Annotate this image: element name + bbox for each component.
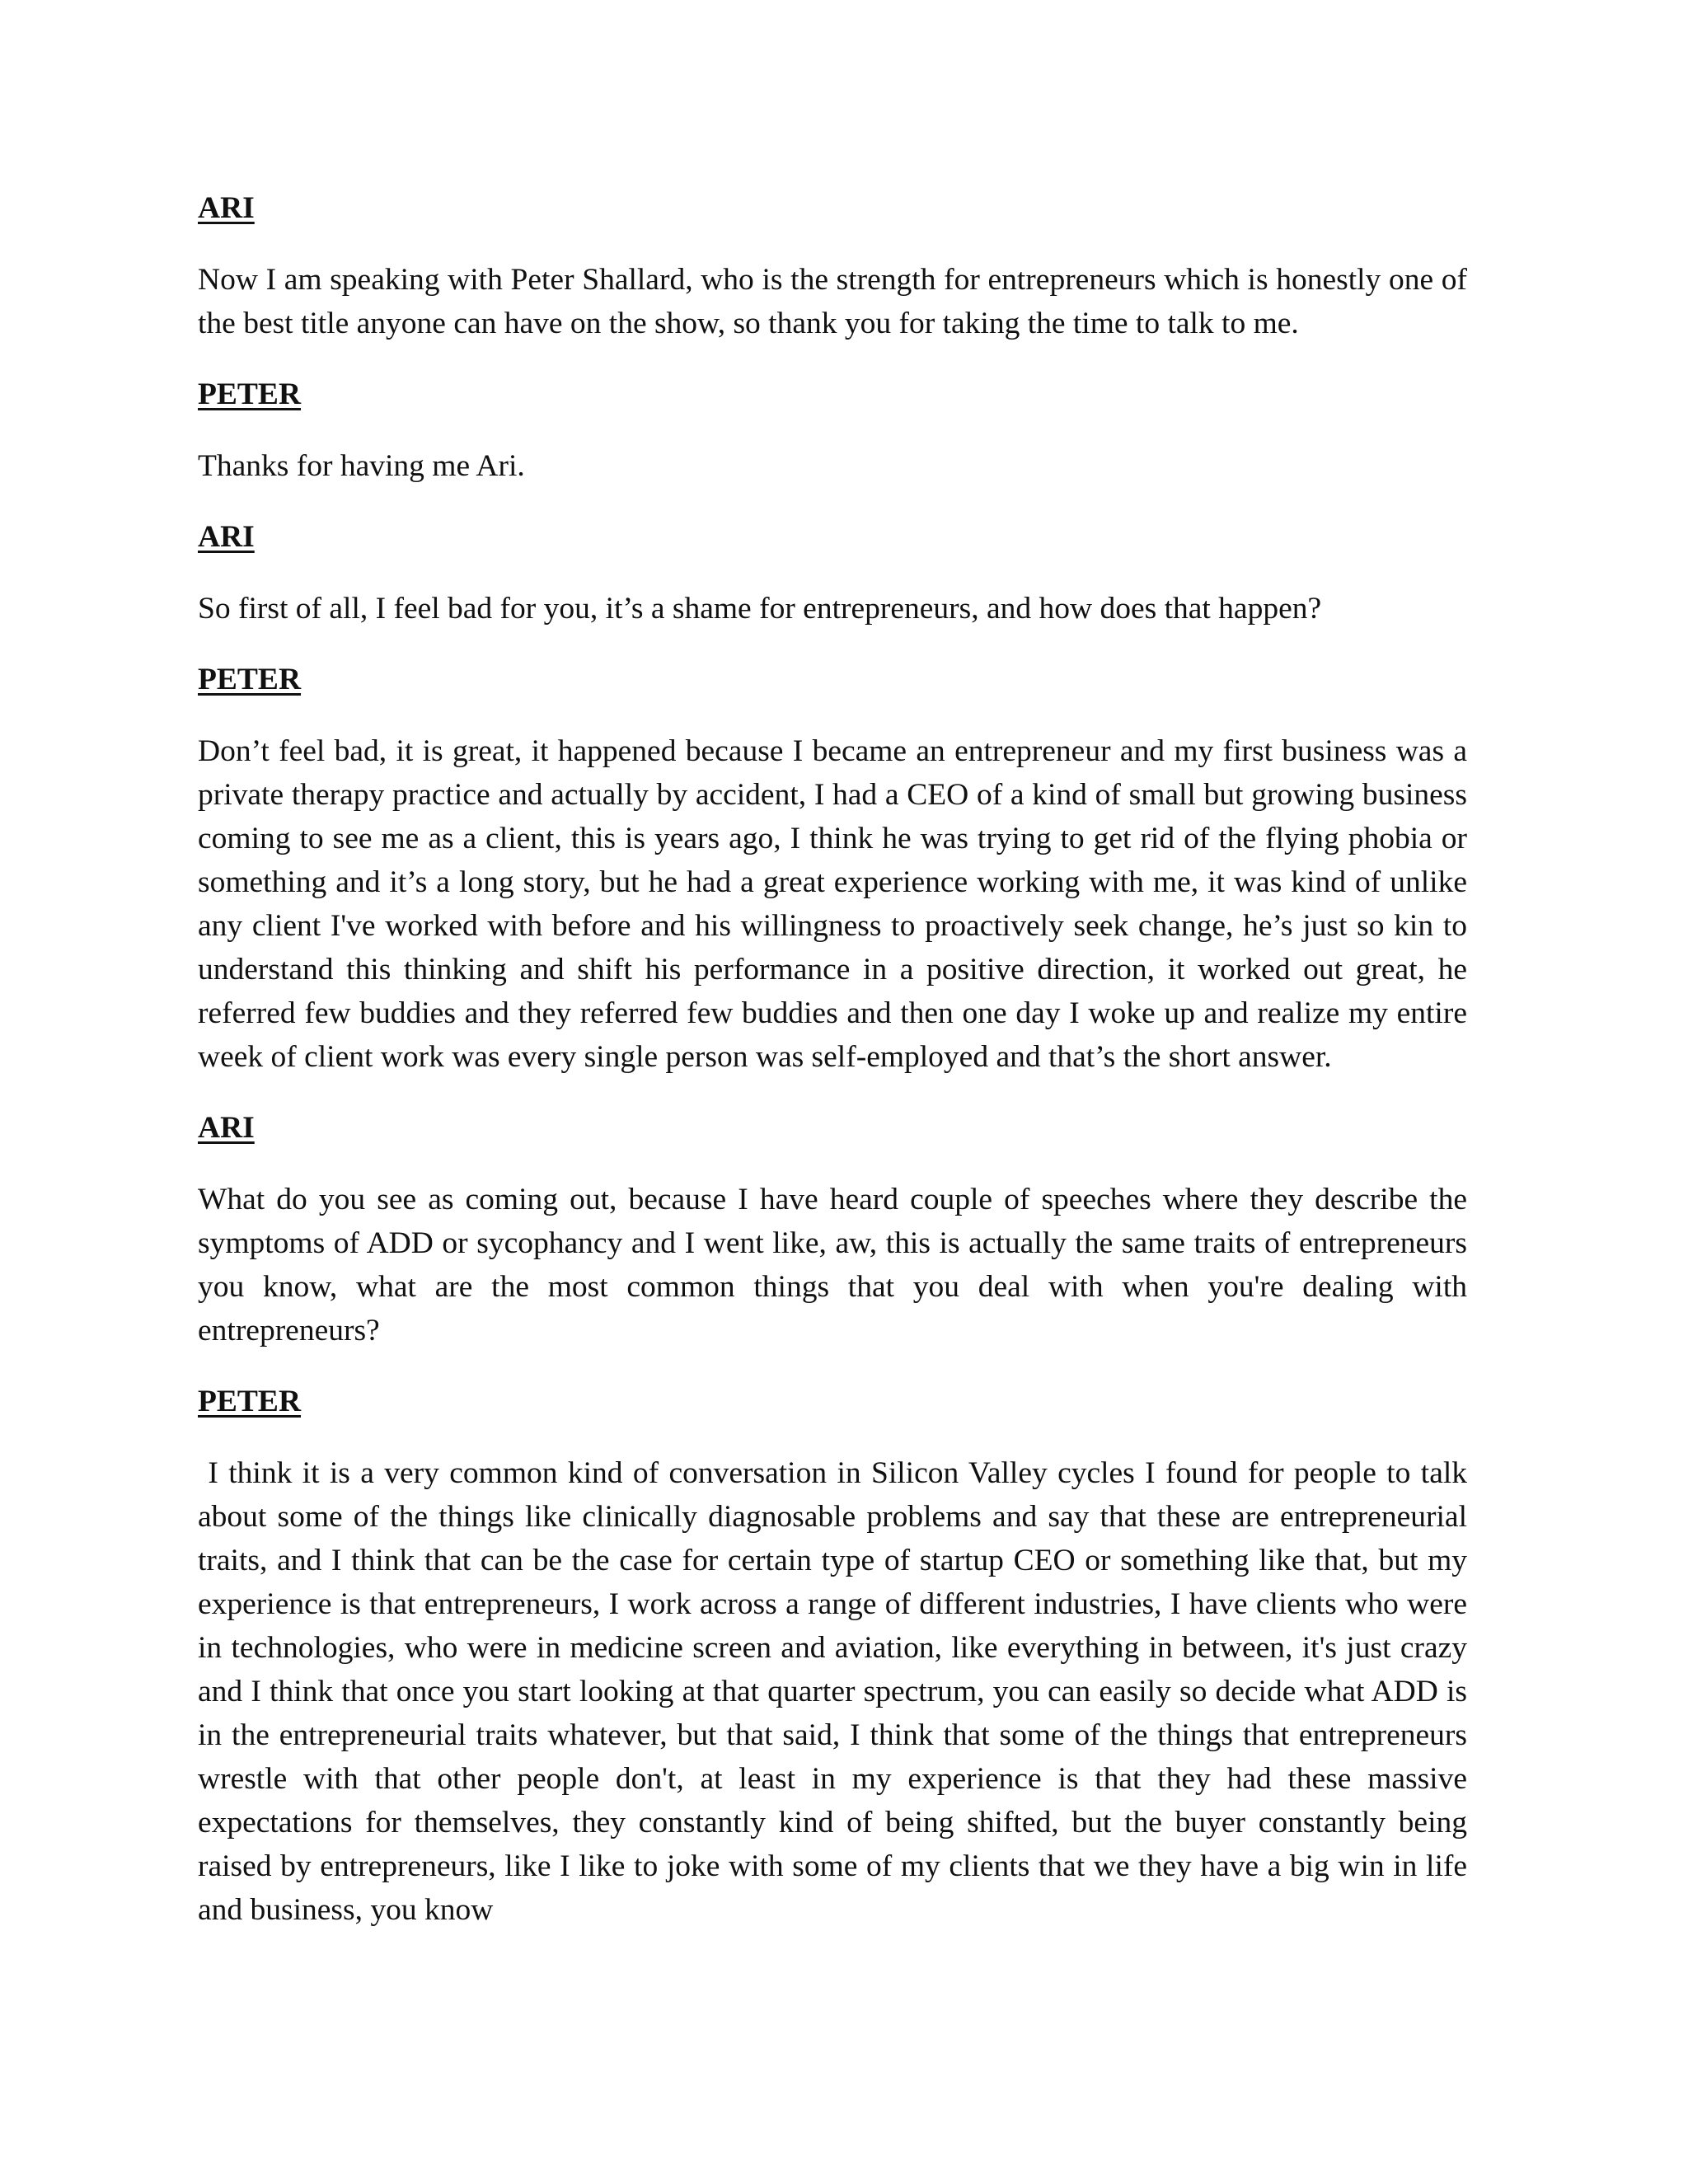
dialogue-paragraph: Thanks for having me Ari. (198, 449, 525, 483)
speaker-label: PETER (198, 377, 302, 411)
speaker-label: ARI (198, 520, 255, 554)
dialogue-paragraph: Don’t feel bad, it is great, it happened because I became an entrepreneur and my first business was a private therapy practice and actually by accident, I had a CEO of a kind of small but growing business coming to see me as a client, this is years ago, I think he was trying to get rid of the flying phobia or something and it’s a long story, but he had a great experience working with me, it was kind of unlike any client I've worked with before and his willingness to proactively seek change, he’s just so kin to understand this thinking and shift his performance in a positive direction, it worked out great, he referred few buddies and they referred few buddies and then one day I woke up and realize my entire week of client work was every single person was self-employed and that’s the short answer. (198, 734, 1475, 1074)
dialogue-paragraph: What do you see as coming out, because I have heard couple of speeches where they describe the symptoms of ADD or sycophancy and I went like, aw, this is actually the same traits of entrepreneurs you know, what are the most common things that you deal with when you're dealing with entrepreneurs? (198, 1183, 1475, 1347)
dialogue-paragraph: I think it is a very common kind of conversation in Silicon Valley cycles I found for people to talk about some of the things like clinically diagnosable problems and say that these are entrepreneurial traits, and I think that can be the case for certain type of startup CEO or something like that, but my experience is that entrepreneurs, I work across a range of different industries, I have clients who were in technologies, who were in medicine screen and aviation, like everything in between, it's just crazy and I think that once you start looking at that quarter spectrum, you can easily so decide what ADD is in the entrepreneurial traits whatever, but that said, I think that some of the things that entrepreneurs wrestle with that other people don't, at least in my experience is that they had these massive expectations for themselves, they constantly kind of being shifted, but the buyer constantly being raised by entrepreneurs, like I like to joke with some of my clients that we they have a big win in life and business, you know (198, 1456, 1475, 1927)
speaker-label: ARI (198, 191, 255, 225)
dialogue-paragraph: So first of all, I feel bad for you, it’s a shame for entrepreneurs, and how does that happen? (198, 592, 1322, 626)
speaker-label: PETER (198, 1385, 302, 1418)
transcript-body (198, 186, 1475, 1959)
speaker-label: ARI (198, 1111, 255, 1145)
speaker-label: PETER (198, 663, 302, 696)
dialogue-paragraph: Now I am speaking with Peter Shallard, who is the strength for entrepreneurs which is honestly one of the best title anyone can have on the show, so thank you for taking the time to talk to me. (198, 263, 1475, 340)
